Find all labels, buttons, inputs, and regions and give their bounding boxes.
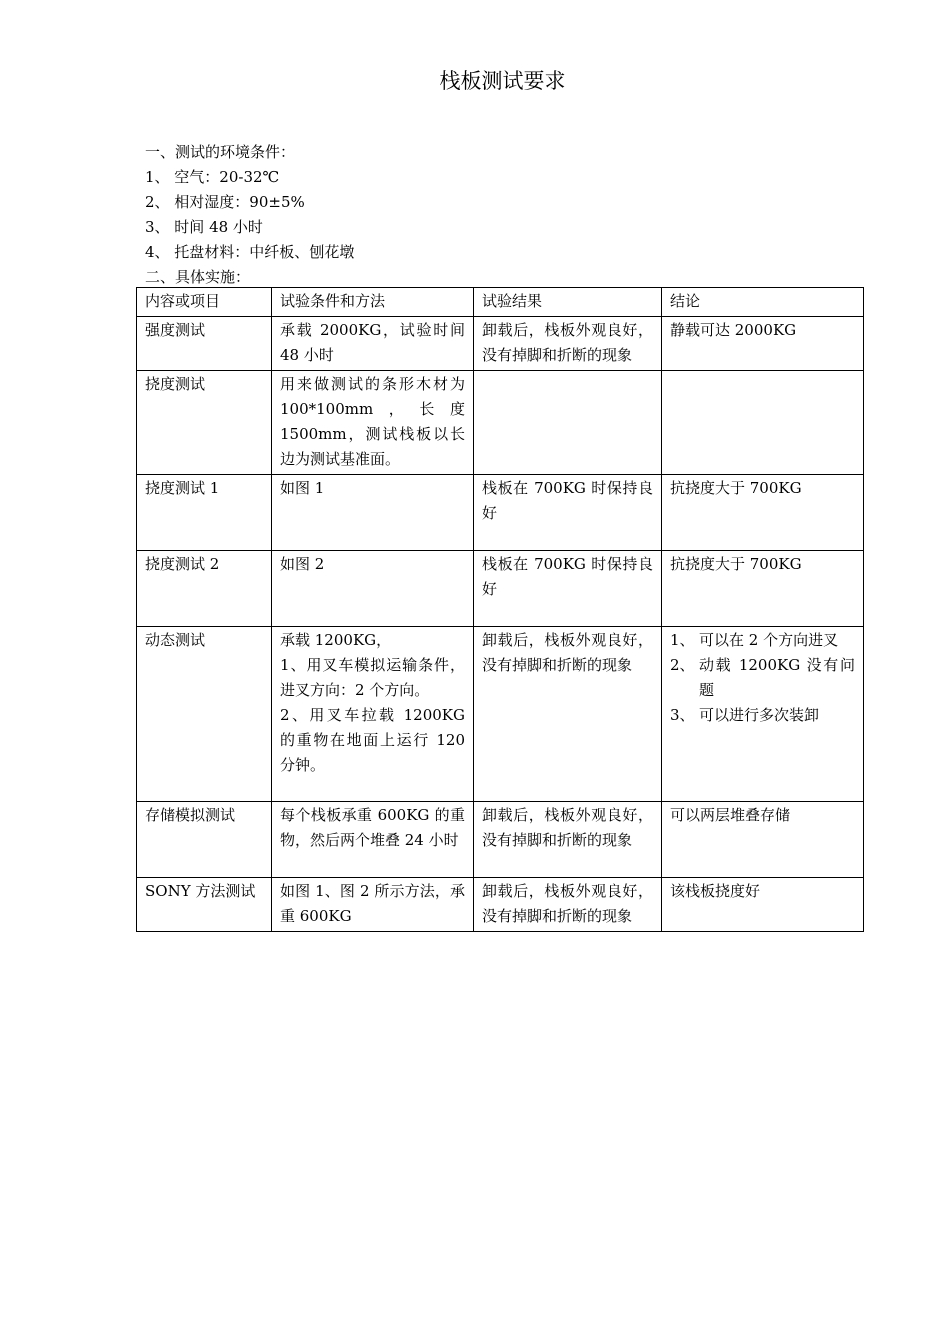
table-row: [137, 551, 864, 627]
env-item: 4、 托盘材料：中纤板、刨花墩: [145, 243, 355, 261]
list-number: 3、: [670, 706, 695, 724]
env-item: 3、 时间 48 小时: [145, 218, 263, 236]
conclusion-cell: 该栈板挠度好: [662, 878, 864, 932]
item-cell: 强度测试: [137, 317, 272, 371]
method-text: 2、用叉车拉载 1200KG 的重物在地面上运行 120 分钟。: [280, 706, 465, 774]
document-title: 栈板测试要求: [439, 69, 566, 93]
test-spec-table: [136, 287, 864, 932]
header-cell: 结论: [662, 288, 864, 317]
conclusion-cell: 可以两层堆叠存储: [662, 802, 864, 878]
result-cell: 卸载后，栈板外观良好，没有掉脚和折断的现象: [474, 802, 662, 878]
conclusion-list-item: [670, 653, 855, 703]
list-number: 2、: [670, 656, 695, 674]
method-text: 如图 1: [280, 479, 325, 497]
conclusion-cell: 抗挠度大于 700KG: [662, 551, 864, 627]
method-cell: [272, 475, 474, 551]
item-cell: 存储模拟测试: [137, 802, 272, 878]
item-cell: 动态测试: [137, 627, 272, 802]
header-cell: 试验条件和方法: [272, 288, 474, 317]
section-heading-environment: 一、测试的环境条件：: [145, 143, 296, 161]
method-cell: [272, 317, 474, 371]
method-cell: [272, 371, 474, 475]
item-cell: 挠度测试: [137, 371, 272, 475]
method-text: 承载 2000KG，试验时间 48 小时: [280, 321, 465, 364]
method-text: 1、用叉车模拟运输条件，进叉方向：2 个方向。: [280, 656, 465, 699]
table-row: [137, 371, 864, 475]
conclusion-cell: 抗挠度大于 700KG: [662, 475, 864, 551]
method-text: 每个栈板承重 600KG 的重物，然后两个堆叠 24 小时: [280, 806, 465, 849]
item-cell: 挠度测试 2: [137, 551, 272, 627]
table-row: [137, 878, 864, 932]
result-cell: 栈板在 700KG 时保持良好: [474, 475, 662, 551]
result-cell: 卸载后，栈板外观良好，没有掉脚和折断的现象: [474, 627, 662, 802]
result-cell: 卸载后，栈板外观良好，没有掉脚和折断的现象: [474, 317, 662, 371]
table-row: [137, 475, 864, 551]
item-cell: SONY 方法测试: [137, 878, 272, 932]
conclusion-list-item: [670, 703, 855, 728]
method-cell: [272, 551, 474, 627]
method-cell: [272, 802, 474, 878]
item-cell: 挠度测试 1: [137, 475, 272, 551]
method-text: 承载 1200KG，: [280, 631, 392, 649]
section-heading-implementation: 二、具体实施：: [145, 268, 251, 286]
conclusion-list-item: [670, 628, 855, 653]
result-cell: 卸载后，栈板外观良好，没有掉脚和折断的现象: [474, 878, 662, 932]
list-text: 可以进行多次装卸: [699, 706, 820, 724]
method-text: 如图 2: [280, 555, 325, 573]
result-cell: 栈板在 700KG 时保持良好: [474, 551, 662, 627]
conclusion-cell: 静载可达 2000KG: [662, 317, 864, 371]
list-text: 动载 1200KG 没有问题: [699, 656, 855, 699]
header-cell: 试验结果: [474, 288, 662, 317]
conclusion-cell: [662, 371, 864, 475]
result-cell: [474, 371, 662, 475]
list-text: 可以在 2 个方向进叉: [699, 631, 839, 649]
table-header-row: [137, 288, 864, 317]
method-text: 用来做测试的条形木材为 100*100mm，长度 1500mm，测试栈板以长边为测试基准面。: [280, 375, 465, 468]
header-cell: 内容或项目: [137, 288, 272, 317]
conclusion-cell: [662, 627, 864, 802]
method-text: 如图 1、图 2 所示方法，承重 600KG: [280, 882, 465, 925]
method-cell: [272, 878, 474, 932]
table-row: [137, 802, 864, 878]
method-cell: [272, 627, 474, 802]
list-number: 1、: [670, 631, 695, 649]
env-item: 2、 相对湿度：90±5%: [145, 193, 305, 211]
table-row: [137, 317, 864, 371]
environment-section: [145, 140, 354, 290]
env-item: 1、 空气：20-32℃: [145, 168, 280, 186]
table-row: [137, 627, 864, 802]
